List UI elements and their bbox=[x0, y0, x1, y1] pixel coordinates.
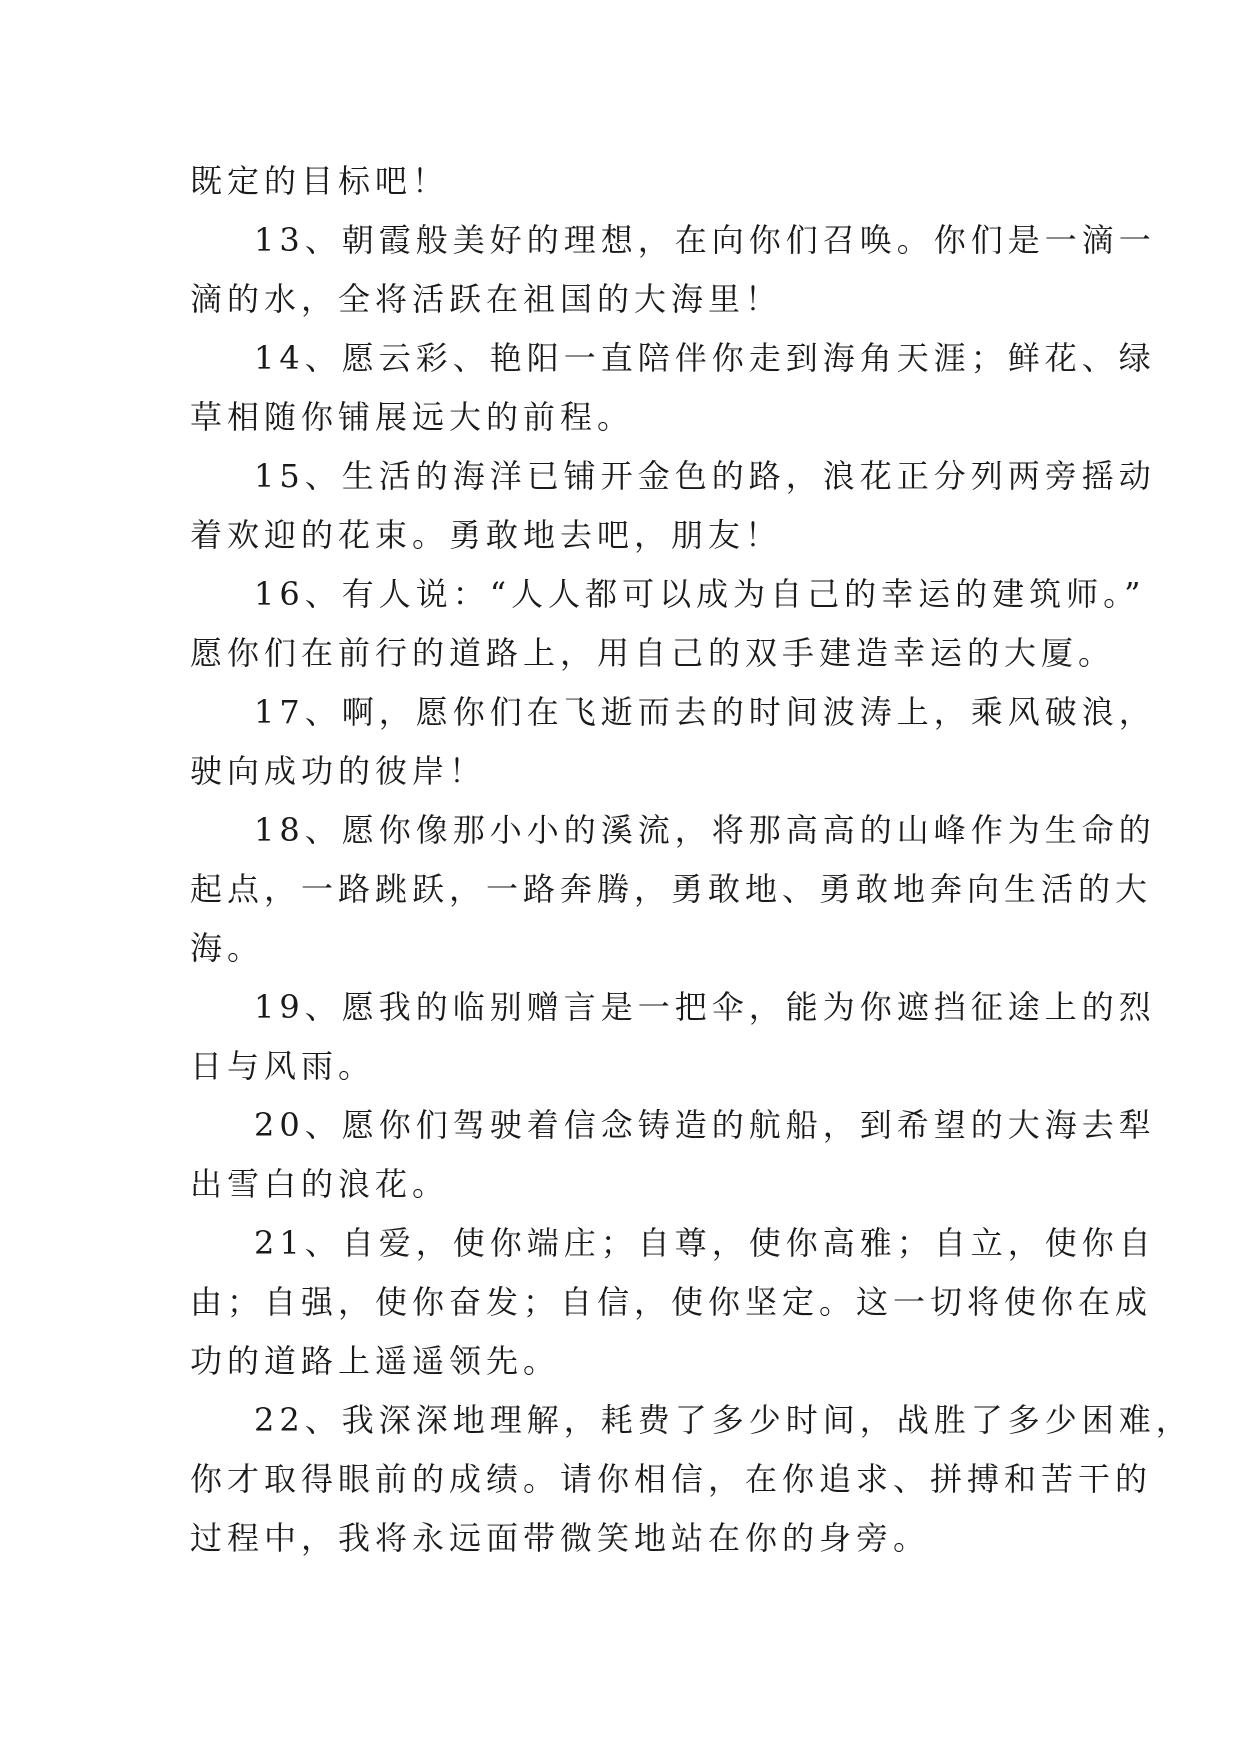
text-line: 草相随你铺展远大的前程。 bbox=[190, 398, 635, 436]
text-line: 由；自强，使你奋发；自信，使你坚定。这一切将使你在成 bbox=[190, 1283, 1153, 1321]
text-line: 20、愿你们驾驶着信念铸造的航船，到希望的大海去犁 bbox=[254, 1106, 1156, 1144]
text-line: 14、愿云彩、艳阳一直陪伴你走到海角天涯；鲜花、绿 bbox=[254, 339, 1156, 377]
text-line: 出雪白的浪花。 bbox=[190, 1165, 450, 1203]
text-line: 海。 bbox=[190, 929, 265, 967]
text-line: 19、愿我的临别赠言是一把伞，能为你遮挡征途上的烈 bbox=[254, 988, 1156, 1026]
text-line: 过程中，我将永远面带微笑地站在你的身旁。 bbox=[190, 1519, 931, 1557]
text-line: 驶向成功的彼岸！ bbox=[190, 752, 487, 790]
text-line: 着欢迎的花束。勇敢地去吧，朋友！ bbox=[190, 516, 783, 554]
text-line: 15、生活的海洋已铺开金色的路，浪花正分列两旁摇动 bbox=[254, 457, 1156, 495]
text-line: 16、有人说：“人人都可以成为自己的幸运的建筑师。” bbox=[254, 575, 1146, 613]
text-line: 起点，一路跳跃，一路奔腾，勇敢地、勇敢地奔向生活的大 bbox=[190, 870, 1153, 908]
text-line: 17、啊，愿你们在飞逝而去的时间波涛上，乘风破浪， bbox=[254, 693, 1156, 731]
text-line: 18、愿你像那小小的溪流，将那高高的山峰作为生命的 bbox=[254, 811, 1156, 849]
text-line: 13、朝霞般美好的理想，在向你们召唤。你们是一滴一 bbox=[254, 221, 1156, 259]
text-line: 愿你们在前行的道路上，用自己的双手建造幸运的大厦。 bbox=[190, 634, 1116, 672]
text-line: 你才取得眼前的成绩。请你相信，在你追求、拼搏和苦干的 bbox=[190, 1460, 1153, 1498]
text-line: 滴的水，全将活跃在祖国的大海里！ bbox=[190, 280, 783, 318]
text-line: 功的道路上遥遥领先。 bbox=[190, 1342, 561, 1380]
text-line: 日与风雨。 bbox=[190, 1047, 376, 1085]
document-page bbox=[190, 152, 1193, 1568]
text-line: 既定的目标吧！ bbox=[190, 162, 450, 200]
text-line: 22、我深深地理解，耗费了多少时间，战胜了多少困难， bbox=[254, 1401, 1193, 1439]
text-line: 21、自爱，使你端庄；自尊，使你高雅；自立，使你自 bbox=[254, 1224, 1156, 1262]
